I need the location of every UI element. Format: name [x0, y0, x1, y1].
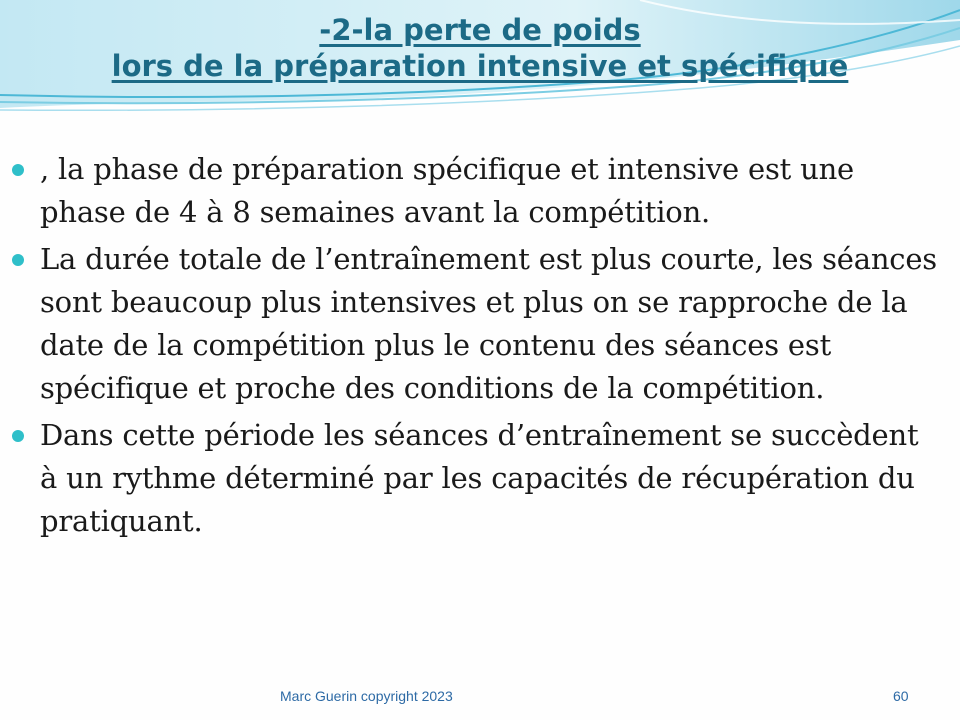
- bullet-dot-icon: [12, 164, 24, 176]
- bullet-list: [40, 148, 940, 547]
- footer-author: Marc Guerin copyright 2023: [280, 688, 453, 704]
- bullet-dot-icon: [12, 254, 24, 266]
- bullet-dot-icon: [12, 430, 24, 442]
- bullet-item: [40, 238, 940, 410]
- bullet-text: La durée totale de l’entraînement est plus courte, les séances sont beaucoup plus intensives et plus on se rapproche de la date de la compétition plus le contenu des séances est spécifique et proche des conditions de la compétition.: [40, 242, 937, 405]
- bullet-text: , la phase de préparation spécifique et intensive est une phase de 4 à 8 semaines avant la compétition.: [40, 152, 855, 229]
- bullet-item: [40, 414, 940, 543]
- slide-title-line-2: lors de la préparation intensive et spécifique: [111, 49, 849, 83]
- bullet-text: Dans cette période les séances d’entraînement se succèdent à un rythme déterminé par les capacités de récupération du pratiquant.: [40, 418, 919, 538]
- page-number: 60: [893, 688, 909, 704]
- slide-title-line-1: -2-la perte de poids: [319, 13, 641, 47]
- slide-title: [0, 12, 960, 84]
- bullet-item: [40, 148, 940, 234]
